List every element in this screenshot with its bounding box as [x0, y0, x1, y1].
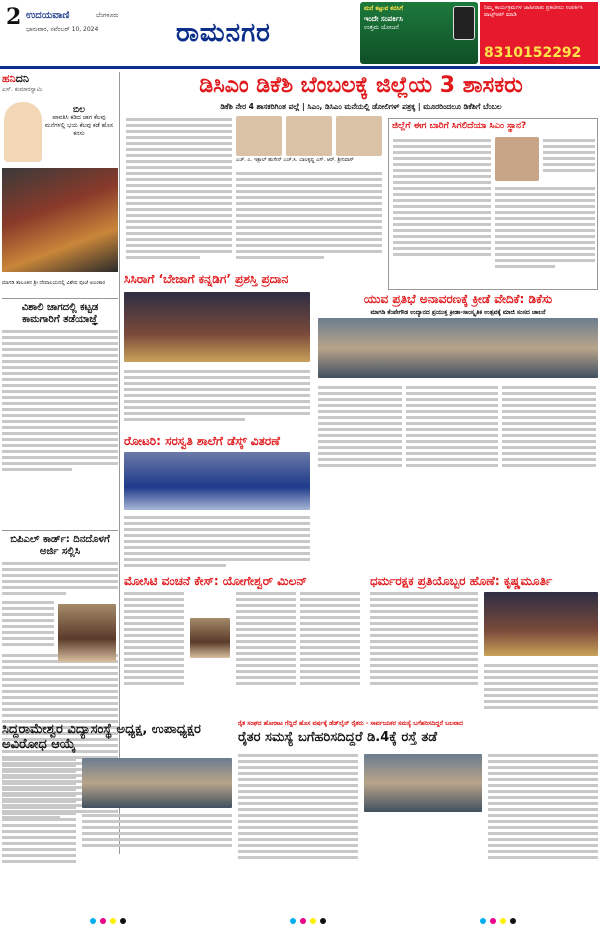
- story-land-stay-body: [2, 330, 118, 471]
- story-bpl-headline: ಬಿಪಿಎಲ್ ಕಾರ್ಡ್: ದಿನದೊಳಗೆ ಅರ್ಜಿ ಸಲ್ಲಿಸಿ: [10, 534, 110, 557]
- story-award: [124, 272, 312, 287]
- advert-contact-text: ನಿಮ್ಮ ಕಾರ್ಯಕ್ರಮಗಳ ಜಾಹೀರಾತು ಪ್ರಕಟಿಸಲು ಸಂಪರ್ಕಿಸಿ ವಾಟ್ಸ್ಆಪ್ ಮಾಡಿ: [484, 5, 583, 18]
- story-land-stay-headline: ವಿಶಾಲಿ ಜಾಗದಲ್ಲಿ ಕಟ್ಟಡ ಕಾಮಗಾರಿಗೆ ತಡೆಯಾಜ್ಞೆ: [21, 302, 99, 325]
- honey-logo: [2, 72, 118, 86]
- print-registration-bar: [0, 918, 600, 924]
- cm-post-headline: ಜಿಲ್ಲೆಗೆ ಈಗ ಬಾರಿಗೆ ಸಿಗಲಿದೆಯಾ ಸಿಎಂ ಸ್ಥಾನ?: [392, 121, 527, 131]
- lead-photos-caption: ಎಚ್. ಎ. ಇಕ್ಬಾಲ್ ಹುಸೇನ್ ಎಚ್.ಸಿ. ಬಾಲಕೃಷ್ಣ ಎಸ್. ಆರ್. ಶ್ರೀನಿವಾಸ್: [236, 157, 354, 163]
- story-farmers-headline: ರೈತರ ಸಮಸ್ಯೆ ಬಗೆಹರಿಸದಿದ್ದರೆ ಡಿ.4ಕ್ಕೆ ರಸ್ತೆ ತಡೆ: [238, 730, 438, 745]
- story-sports-headline: ಯುವ ಪ್ರತಿಭೆ ಅನಾವರಣಕ್ಕೆ ಕ್ರೀಡೆ ವೇದಿಕೆ: ಡಿಕೆಸು: [363, 292, 553, 306]
- lead-photos: [236, 116, 382, 166]
- brand-edition: ಬೆಂಗಳೂರು: [96, 12, 119, 19]
- temple-photo-caption: ಮಾಗಡಿ ತಾಲೂಕಿನ ಶ್ರೀ ದೇವಾಲಯದಲ್ಲಿ ವಿಶೇಷ ಪೂಜೆ ಅಲಂಕಾರ: [2, 280, 106, 286]
- advert-housing-line2: ಇಂದೇ ಸಂಪರ್ಕಿಸಿ: [364, 15, 403, 23]
- black-dot-icon: [120, 918, 126, 924]
- lead-subhead: ಡಿಕೆಶಿ ನೇರ 4 ಶಾಸಕರಿಗಿಂತ ಪಲ್ಲೆ | ಸಿಎಂ, ಡಿಸಿಎಂ ಮನೆಯಲ್ಲಿ ಡೋಲಿಗಳ್ ಪತ್ರಕ್ಕ | ಮೂರರಿಂದಲೂ ಡಿಕೆಶಿಗೆ ಬೆಂಬಲ: [220, 102, 502, 111]
- cartoon-avatar-icon: [4, 102, 42, 162]
- story-fraud-headline: ಮೋಸಿಟಿ ವಂಚನೆ ಕೇಸ್: ಯೋಗೇಶ್ವರ್ ಮಿಲನ್: [124, 574, 307, 588]
- story-dharma-body-2: [484, 664, 598, 712]
- cyan-dot-icon: [90, 918, 96, 924]
- advert-housing-line3: ಉತ್ತಮ ಯೋಜನೆ: [364, 24, 399, 31]
- story-sports-body-1: [318, 386, 402, 470]
- cyan-dot-icon: [290, 918, 296, 924]
- honey-dani-box: [2, 72, 118, 278]
- magenta-dot-icon: [300, 918, 306, 924]
- brand-name: ಉದಯವಾಣಿ: [26, 10, 70, 21]
- honey-byline: ಎಸ್. ಕುಮಾರಸ್ವಾಮಿ: [2, 86, 43, 93]
- lead-body-col2: [236, 172, 382, 262]
- black-dot-icon: [320, 918, 326, 924]
- story-dharma-body-1: [370, 592, 478, 688]
- story-fraud-body-2: [236, 592, 296, 688]
- farmers-protest-photo: [364, 754, 482, 812]
- award-event-photo: [124, 292, 310, 362]
- honey-poem-title: ಬಿಲ: [73, 105, 85, 115]
- yellow-dot-icon: [110, 918, 116, 924]
- magenta-dot-icon: [490, 918, 496, 924]
- sports-rally-photo: [318, 318, 598, 378]
- mla-photo-2: [286, 116, 332, 156]
- desk-donation-photo: [124, 452, 310, 510]
- advert-housing-line1: ಮನೆ ಕಟ್ಟುವ ಕನಸಿಗೆ: [364, 5, 403, 12]
- story-election-body-1: [2, 758, 76, 866]
- honey-logo-part1: ಹನಿ: [2, 72, 16, 85]
- cm-post-sidebox: [388, 118, 598, 290]
- advert-contact-number: 8310152292: [484, 45, 582, 61]
- yellow-dot-icon: [310, 918, 316, 924]
- story-farmers-kicker: ರೈತ ಸಂಘದ ಹೋರಾಟ ಗೆದ್ದಿದೆ ಹೊಸ ವರ್ಷಕ್ಕೆ ಡೆಡ್‌ಲೈನ್ ರೈತರು - ಸಾರ್ವಜನಿಕರ ಸಮಸ್ಯೆ ಬಗೆಹರಿಸದಿದ್ದರೆ ಬಲವಾದ: [238, 720, 463, 727]
- story-sports: [318, 292, 598, 317]
- story-award-headline: ಸಿಸಿರಾಗೆ ‘ಬೇಜಾಗೆ ಕನ್ನಡಿಗ’ ಪ್ರಶಸ್ತಿ ಪ್ರದಾನ: [124, 272, 289, 286]
- cyan-dot-icon: [480, 918, 486, 924]
- lead-headline: ಡಿಸಿಎಂ ಡಿಕೆಶಿ ಬೆಂಬಲಕ್ಕೆ ಜಿಲ್ಲೆಯ 3 ಶಾಸಕರು: [199, 73, 523, 98]
- bpl-person-photo: [58, 604, 116, 662]
- story-election-body-2: [82, 814, 232, 850]
- cm-post-body-1: [393, 139, 491, 259]
- page-number: 2: [6, 4, 22, 30]
- story-farmers-body-1: [238, 754, 358, 862]
- magenta-dot-icon: [100, 918, 106, 924]
- story-bpl-body: [2, 562, 118, 595]
- black-dot-icon: [510, 918, 516, 924]
- divider: [2, 530, 118, 531]
- story-land-stay: [2, 302, 118, 474]
- masthead: [0, 0, 600, 68]
- story-dharma: [370, 574, 598, 589]
- story-farmers-body-2: [488, 754, 598, 862]
- yellow-dot-icon: [500, 918, 506, 924]
- advert-housing: [360, 2, 478, 64]
- page-title: ರಾಮನಗರ: [176, 18, 271, 48]
- divider: [2, 298, 118, 299]
- story-dharma-headline: ಧರ್ಮರಕ್ಷಕ ಪ್ರತಿಯೊಬ್ಬರ ಹೊಣೆ: ಕೃಷ್ಣಮೂರ್ತಿ: [370, 574, 553, 588]
- yogeshwar-photo: [190, 618, 230, 658]
- story-award-body: [124, 370, 310, 424]
- mla-photo-1: [236, 116, 282, 156]
- advert-contact: [480, 2, 598, 64]
- cm-post-body-2: [543, 139, 595, 175]
- story-bpl-body-2: [2, 601, 54, 646]
- story-sports-body-3: [502, 386, 596, 470]
- dk-shivakumar-photo: [495, 137, 539, 181]
- dateline: ಭಾನುವಾರ, ನವೆಂಬರ್ 10, 2024: [26, 26, 99, 33]
- story-election: [2, 722, 232, 752]
- story-sports-subhead: ಮಾಗಡಿ ಕೆಂಪೇಗೌಡ ಉದ್ಯಾನದ ಪ್ರಯುಕ್ತ ಕ್ರೀಡಾ-ಸಾಂಸ್ಕೃತಿಕ ಉತ್ಸವಕ್ಕೆ ಮಾಜಿ ಸಂಸದ ಚಾಲನೆ: [370, 309, 546, 316]
- temple-photo: [2, 168, 118, 272]
- story-farmers: [238, 720, 598, 745]
- story-fraud-body-3: [300, 592, 360, 688]
- lead-body-col1: [126, 118, 232, 262]
- honey-poem: [42, 106, 116, 138]
- story-election-headline: ಸಿದ್ದರಾಮೇಶ್ವರ ವಿದ್ಯಾಸಂಸ್ಥೆ ಅಧ್ಯಕ್ಷ, ಉಪಾಧ್ಯಕ್ಷರ ಅವಿರೋಧ ಆಯ್ಕೆ: [2, 722, 201, 752]
- election-photo: [82, 758, 232, 808]
- story-desks-headline: ರೋಟರಿ: ಸರಸ್ವತಿ ಶಾಲೆಗೆ ಡೆಸ್ಕ್ ವಿತರಣೆ: [124, 434, 280, 448]
- temple-caption: [2, 280, 118, 287]
- phone-icon: [453, 6, 475, 40]
- story-fraud-body-1: [124, 592, 184, 688]
- story-desks: [124, 434, 312, 449]
- story-fraud: [124, 574, 364, 589]
- honey-logo-part2: ದನಿ: [15, 72, 29, 85]
- story-sports-body-2: [406, 386, 498, 470]
- mla-photo-3: [336, 116, 382, 156]
- dharma-event-photo: [484, 592, 598, 656]
- cm-post-body-3: [495, 187, 595, 271]
- honey-poem-text: ಪಾವತಿಸಿ ಕಡಿದ ಜಾಗ ಕೆಲವು ಮನೆಗಳಲ್ಲಿ ಭಯ ಕೆಲವು ಕಡೆ ಹೊಸ ಕನಸು: [44, 114, 114, 137]
- masthead-rule: [0, 66, 600, 69]
- story-desks-body: [124, 516, 310, 570]
